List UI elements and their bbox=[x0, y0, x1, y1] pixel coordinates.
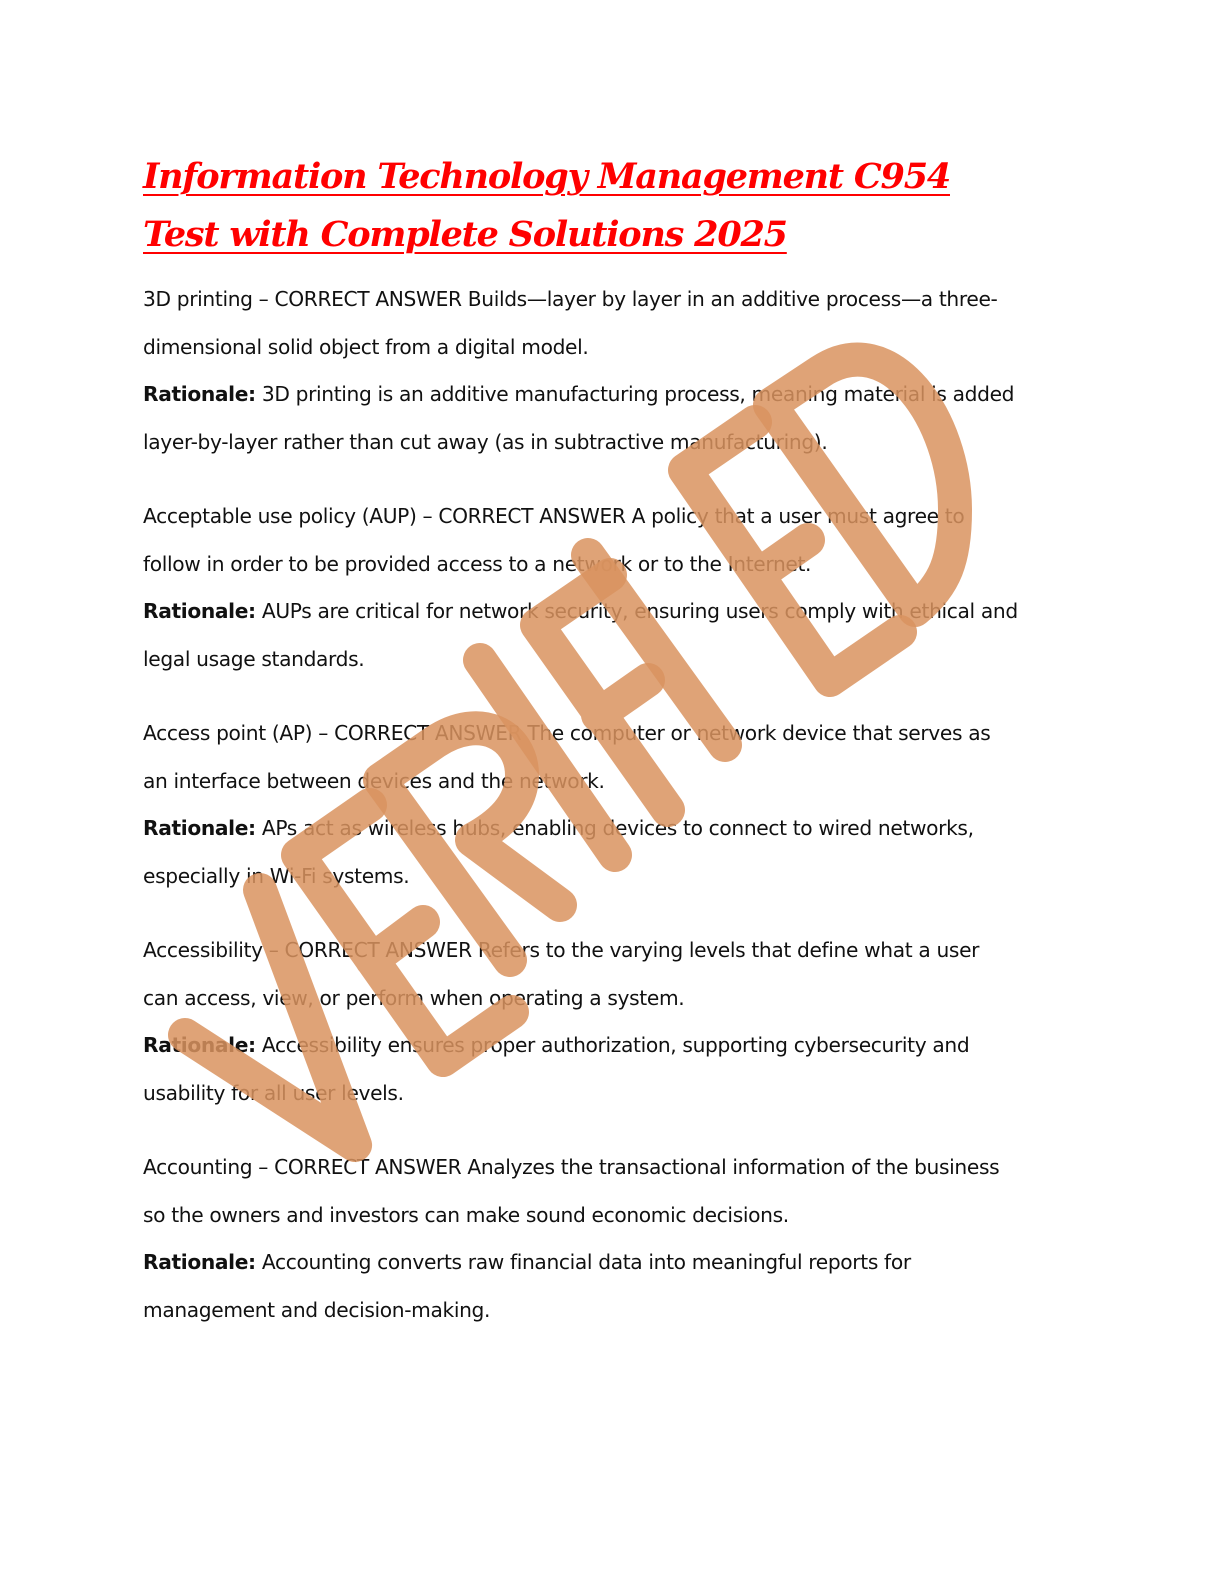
title-line-1: Information Technology Management C954 bbox=[143, 156, 950, 197]
qa-entry bbox=[143, 710, 1073, 900]
rationale-label: Rationale: bbox=[143, 1033, 256, 1057]
definition-line: Access point (AP) – CORRECT ANSWER The computer or network device that serves as bbox=[143, 721, 991, 745]
rationale-label: Rationale: bbox=[143, 1250, 256, 1274]
rationale-line: management and decision-making. bbox=[143, 1297, 491, 1322]
definition-line: follow in order to be provided access to a network or to the Internet. bbox=[143, 551, 812, 576]
definition-line: an interface between devices and the network. bbox=[143, 768, 605, 793]
rationale-line bbox=[143, 805, 1073, 853]
rationale-line bbox=[143, 1022, 1073, 1070]
rationale-line: usability for all user levels. bbox=[143, 1080, 404, 1105]
rationale-text: APs act as wireless hubs, enabling devices to connect to wired networks, bbox=[255, 816, 974, 840]
qa-entry bbox=[143, 276, 1073, 466]
title-line-2: Test with Complete Solutions 2025 bbox=[143, 214, 787, 255]
rationale-text: Accessibility ensures proper authorization, supporting cybersecurity and bbox=[255, 1033, 970, 1057]
qa-list bbox=[143, 276, 1073, 1361]
rationale-line bbox=[143, 1239, 1073, 1287]
rationale-text: 3D printing is an additive manufacturing process, meaning material is added bbox=[255, 382, 1015, 406]
document-title bbox=[143, 148, 1043, 264]
rationale-text: AUPs are critical for network security, ensuring users comply with ethical and bbox=[255, 599, 1018, 623]
qa-entry bbox=[143, 493, 1073, 683]
rationale-line bbox=[143, 371, 1073, 419]
definition-line: 3D printing – CORRECT ANSWER Builds—layer by layer in an additive process—a three- bbox=[143, 287, 998, 311]
qa-entry bbox=[143, 1144, 1073, 1334]
rationale-text: Accounting converts raw financial data into meaningful reports for bbox=[255, 1250, 911, 1274]
rationale-line: layer-by-layer rather than cut away (as in subtractive manufacturing). bbox=[143, 429, 828, 454]
rationale-label: Rationale: bbox=[143, 382, 256, 406]
definition-line: so the owners and investors can make sound economic decisions. bbox=[143, 1202, 789, 1227]
rationale-label: Rationale: bbox=[143, 816, 256, 840]
definition-line: Acceptable use policy (AUP) – CORRECT ANSWER A policy that a user must agree to bbox=[143, 504, 965, 528]
definition-line: Accounting – CORRECT ANSWER Analyzes the transactional information of the business bbox=[143, 1155, 1000, 1179]
definition-line: dimensional solid object from a digital model. bbox=[143, 334, 589, 359]
rationale-label: Rationale: bbox=[143, 599, 256, 623]
rationale-line: especially in Wi-Fi systems. bbox=[143, 863, 410, 888]
rationale-line bbox=[143, 588, 1073, 636]
definition-line: Accessibility – CORRECT ANSWER Refers to the varying levels that define what a user bbox=[143, 938, 980, 962]
definition-line: can access, view, or perform when operating a system. bbox=[143, 985, 685, 1010]
rationale-line: legal usage standards. bbox=[143, 646, 365, 671]
qa-entry bbox=[143, 927, 1073, 1117]
